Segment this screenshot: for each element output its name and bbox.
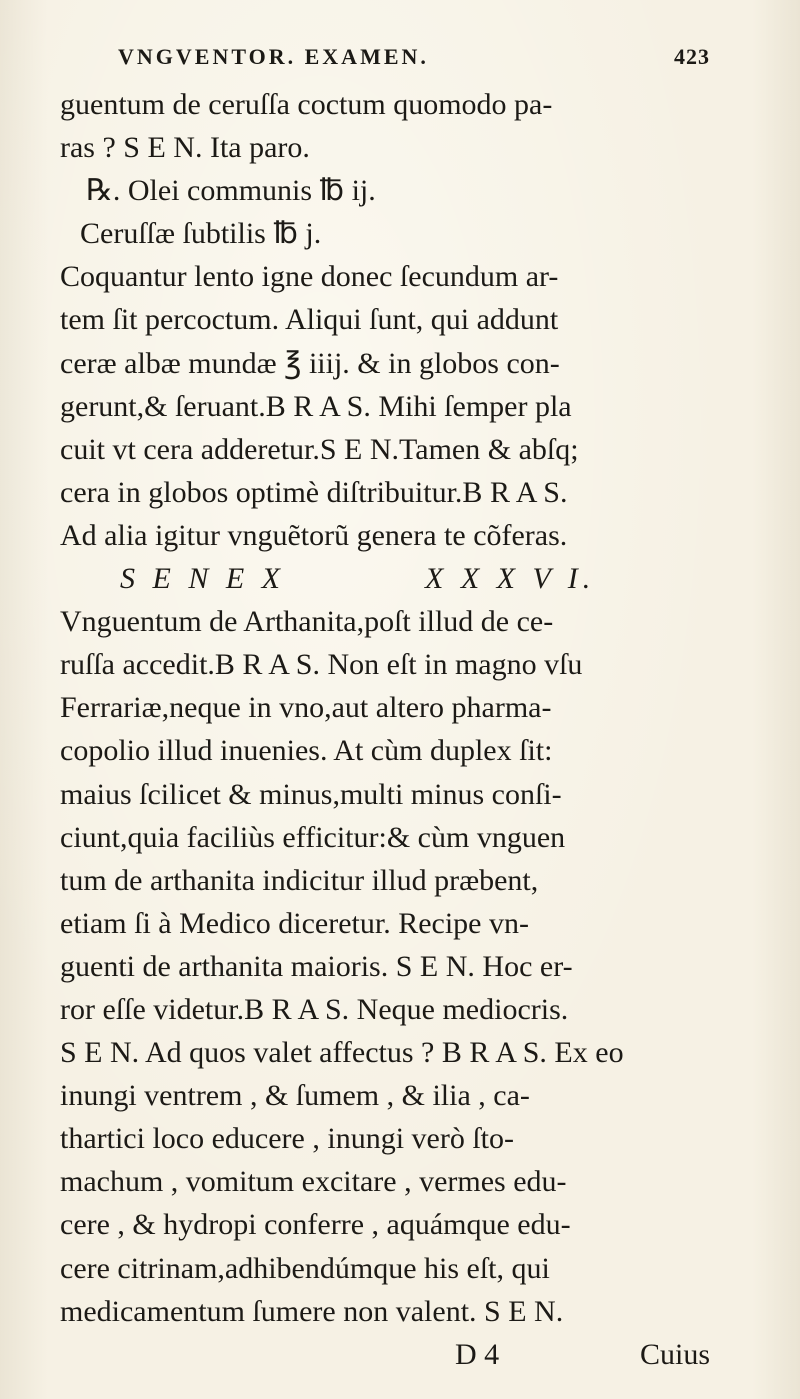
signature-mark: D 4 [455,1337,500,1371]
running-head [118,44,710,70]
text-line: S E N. Ad quos valet affectus ? B R A S. Ex eo [60,1036,624,1070]
text-line: Vnguentum de Arthanita,poſt illud de ce- [60,605,554,639]
running-title: VNGVENTOR. EXAMEN. [118,44,429,69]
text-line: ℞. Olei communis ℔ ij. [86,174,376,208]
text-line: Ferrariæ,neque in vno,aut altero pharma- [60,691,552,725]
text-line: gerunt,& ſeruant.B R A S. Mihi ſemper pla [60,389,572,423]
section-heading [60,557,760,600]
text-line: medicamentum ſumere non valent. S E N. [60,1294,564,1328]
catchword: Cuius [640,1337,711,1371]
page-number: 423 [674,44,710,69]
text-line: cere citrinam,adhibendúmque his eſt, qui [60,1251,550,1285]
text-line: cere , & hydropi conferre , aquámque edu- [60,1208,571,1242]
text-line: Coquantur lento igne donec ſecundum ar- [60,260,559,294]
text-line: ras ? S E N. Ita paro. [60,131,310,165]
section-heading-speaker: S E N E X [120,562,285,596]
body-text [60,83,760,1376]
text-line: ciunt,quia faciliùs efficitur:& cùm vnguen [60,820,566,854]
text-line: Ad alia igitur vnguẽtorũ genera te cõferas. [60,518,568,552]
text-line: machum , vomitum excitare , vermes edu- [60,1165,567,1199]
page-footer [60,1333,760,1376]
text-line: guenti de arthanita maioris. S E N. Hoc er- [60,949,573,983]
text-line: maius ſcilicet & minus,multi minus conſi- [60,777,562,811]
text-line: etiam ſi à Medico diceretur. Recipe vn- [60,906,529,940]
text-line: ceræ albæ mundæ ℥ iiij. & in globos con- [60,346,560,380]
text-line: cuit vt cera adderetur.S E N.Tamen & abſq; [60,432,579,466]
section-heading-number: X X X V I. [425,562,596,596]
text-line: tem ſit percoctum. Aliqui ſunt, qui addunt [60,303,559,337]
text-line: ruſſa accedit.B R A S. Non eſt in magno vſu [60,648,583,682]
text-line: Ceruſſæ ſubtilis ℔ j. [80,217,322,251]
text-line: inungi ventrem , & ſumem , & ilia , ca- [60,1079,530,1113]
text-line: tum de arthanita indicitur illud præbent, [60,863,539,897]
text-line: cera in globos optimè diſtribuitur.B R A S. [60,475,568,509]
text-line: ror eſſe videtur.B R A S. Neque mediocris. [60,992,569,1026]
text-line: thartici loco educere , inungi verò ſto- [60,1122,514,1156]
text-line: guentum de ceruſſa coctum quomodo pa- [60,88,553,121]
text-line: copolio illud inuenies. At cùm duplex ſit: [60,734,553,768]
